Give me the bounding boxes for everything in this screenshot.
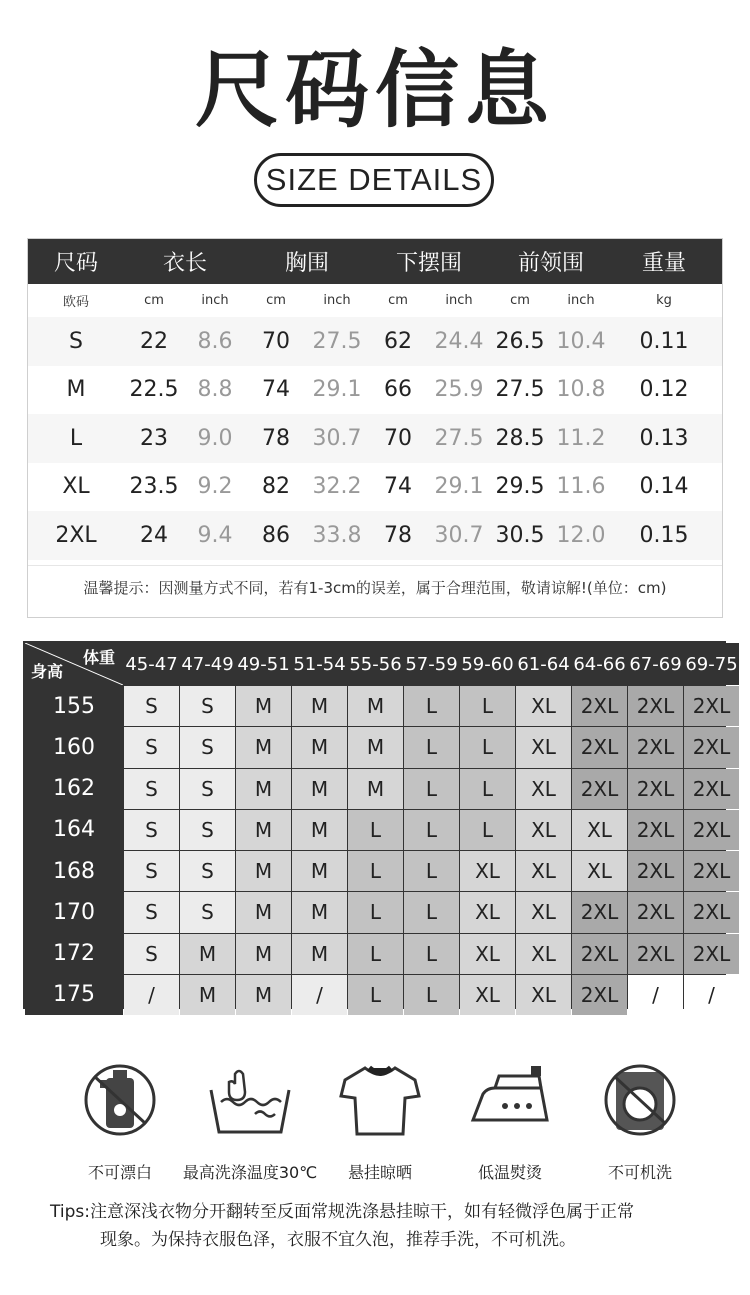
size-cell: L xyxy=(404,892,459,932)
size-cell: M xyxy=(236,810,291,850)
height-header: 170 xyxy=(25,892,123,932)
height-header: 168 xyxy=(25,851,123,891)
size-cell: M xyxy=(180,934,235,974)
weight-header: 51-54 xyxy=(292,643,347,685)
size-cell: L xyxy=(404,851,459,891)
wash-30-icon xyxy=(205,1060,295,1140)
cell-length-cm: 22 xyxy=(140,328,168,354)
size-cell: 2XL xyxy=(572,975,627,1015)
no-machine-wash-icon xyxy=(595,1060,685,1140)
cell-size: L xyxy=(69,425,83,451)
size-table-body xyxy=(28,317,722,560)
size-cell: XL xyxy=(572,851,627,891)
size-cell: M xyxy=(292,934,347,974)
size-cell: XL xyxy=(460,975,515,1015)
size-cell: M xyxy=(236,686,291,726)
cell-collar-inch: 12.0 xyxy=(556,522,606,548)
size-cell: XL xyxy=(516,975,571,1015)
care-item xyxy=(575,1060,705,1190)
cell-hem-inch: 29.1 xyxy=(434,474,484,500)
size-cell: S xyxy=(124,686,179,726)
size-cell: 2XL xyxy=(572,727,627,767)
tips-line-1: Tips:注意深浅衣物分开翻转至反面常规洗涤悬挂晾干，如有轻微浮色属于正常 xyxy=(50,1202,634,1222)
size-cell: S xyxy=(180,892,235,932)
size-cell: 2XL xyxy=(684,727,739,767)
size-cell: M xyxy=(180,975,235,1015)
size-cell: / xyxy=(124,975,179,1015)
care-label: 不可机洗 xyxy=(607,1163,672,1182)
size-cell: S xyxy=(124,892,179,932)
size-cell: XL xyxy=(516,769,571,809)
size-cell: M xyxy=(348,769,403,809)
size-cell: L xyxy=(404,810,459,850)
care-instructions xyxy=(55,1060,705,1190)
table-row xyxy=(28,414,722,463)
size-cell: S xyxy=(180,810,235,850)
size-recommendation-grid xyxy=(23,641,738,1009)
cell-length-inch: 9.4 xyxy=(197,522,233,548)
size-cell: S xyxy=(180,769,235,809)
size-cell: M xyxy=(236,975,291,1015)
size-cell: / xyxy=(292,975,347,1015)
size-cell: 2XL xyxy=(684,810,739,850)
size-cell: / xyxy=(684,975,739,1015)
size-cell: XL xyxy=(516,934,571,974)
corner-height-label: 身高 xyxy=(31,662,64,681)
size-cell: S xyxy=(124,934,179,974)
weight-header: 47-49 xyxy=(180,643,235,685)
cell-chest-inch: 32.2 xyxy=(312,474,362,500)
cell-chest-cm: 74 xyxy=(262,377,290,403)
no-bleach-icon xyxy=(75,1060,165,1140)
cell-collar-cm: 26.5 xyxy=(495,328,545,354)
unit-inch: inch xyxy=(323,293,351,308)
cell-collar-inch: 10.8 xyxy=(556,377,606,403)
height-header: 162 xyxy=(25,769,123,809)
cell-length-inch: 9.0 xyxy=(197,425,233,451)
size-cell: M xyxy=(292,851,347,891)
size-cell: S xyxy=(124,810,179,850)
cell-weight: 0.15 xyxy=(639,522,689,548)
cell-chest-inch: 29.1 xyxy=(312,377,362,403)
cell-length-inch: 9.2 xyxy=(197,474,233,500)
size-cell: 2XL xyxy=(684,934,739,974)
cell-weight: 0.14 xyxy=(639,474,689,500)
size-cell: M xyxy=(348,727,403,767)
cell-hem-cm: 66 xyxy=(384,377,412,403)
cell-collar-cm: 29.5 xyxy=(495,474,545,500)
header-chest: 胸围 xyxy=(284,251,329,276)
cell-size: XL xyxy=(62,474,90,500)
unit-cm: cm xyxy=(510,293,530,308)
size-cell: 2XL xyxy=(572,769,627,809)
unit-inch: inch xyxy=(201,293,229,308)
size-table xyxy=(27,238,723,618)
size-cell: 2XL xyxy=(628,851,683,891)
size-cell: L xyxy=(460,686,515,726)
header-weight: 重量 xyxy=(641,251,686,276)
care-label: 悬挂晾晒 xyxy=(347,1163,412,1182)
height-header: 172 xyxy=(25,934,123,974)
unit-cm: cm xyxy=(144,293,164,308)
size-cell: M xyxy=(236,892,291,932)
size-cell: 2XL xyxy=(628,934,683,974)
size-cell: M xyxy=(292,727,347,767)
size-cell: XL xyxy=(516,727,571,767)
height-header: 164 xyxy=(25,810,123,850)
care-tips xyxy=(50,1198,720,1254)
unit-inch: inch xyxy=(445,293,473,308)
size-cell: 2XL xyxy=(628,769,683,809)
size-cell: / xyxy=(628,975,683,1015)
header-length: 衣长 xyxy=(162,251,207,276)
height-header: 175 xyxy=(25,975,123,1015)
weight-header: 61-64 xyxy=(516,643,571,685)
size-cell: L xyxy=(348,892,403,932)
size-cell: S xyxy=(124,851,179,891)
weight-header: 69-75 xyxy=(684,643,739,685)
size-cell: L xyxy=(404,769,459,809)
grid-corner xyxy=(25,643,123,685)
size-cell: XL xyxy=(460,892,515,932)
cell-length-cm: 23.5 xyxy=(129,474,179,500)
size-cell: 2XL xyxy=(572,892,627,932)
size-cell: XL xyxy=(516,851,571,891)
cell-collar-inch: 11.6 xyxy=(556,474,606,500)
care-label: 最高洗涤温度30℃ xyxy=(182,1163,318,1182)
weight-header: 57-59 xyxy=(404,643,459,685)
table-row xyxy=(28,317,722,366)
size-cell: XL xyxy=(460,851,515,891)
size-cell: L xyxy=(460,810,515,850)
cell-length-cm: 23 xyxy=(140,425,168,451)
size-cell: L xyxy=(404,727,459,767)
header-size: 尺码 xyxy=(53,251,98,276)
size-cell: S xyxy=(180,727,235,767)
cell-hem-inch: 27.5 xyxy=(434,425,484,451)
cell-collar-inch: 11.2 xyxy=(556,425,606,451)
size-cell: 2XL xyxy=(628,892,683,932)
cell-chest-cm: 70 xyxy=(262,328,290,354)
size-cell: M xyxy=(292,686,347,726)
height-header: 155 xyxy=(25,686,123,726)
size-table-header xyxy=(28,239,722,284)
page-title: 尺码信息 xyxy=(194,41,555,139)
table-row xyxy=(28,366,722,415)
cell-collar-cm: 28.5 xyxy=(495,425,545,451)
unit-cm: cm xyxy=(266,293,286,308)
size-cell: 2XL xyxy=(628,686,683,726)
table-row xyxy=(28,463,722,512)
cell-weight: 0.11 xyxy=(639,328,689,354)
cell-chest-inch: 27.5 xyxy=(312,328,362,354)
cell-chest-cm: 82 xyxy=(262,474,290,500)
size-cell: 2XL xyxy=(628,727,683,767)
care-item xyxy=(55,1060,185,1190)
corner-weight-label: 体重 xyxy=(82,648,115,667)
unit-cm: cm xyxy=(388,293,408,308)
size-cell: M xyxy=(236,851,291,891)
cell-length-cm: 24 xyxy=(140,522,168,548)
cell-collar-cm: 27.5 xyxy=(495,377,545,403)
weight-header: 55-56 xyxy=(348,643,403,685)
size-cell: L xyxy=(348,810,403,850)
header-hem: 下摆围 xyxy=(395,251,462,276)
measurement-note: 温馨提示：因测量方式不同，若有1-3cm的误差，属于合理范围，敬请谅解!(单位：cm) xyxy=(28,565,722,609)
cell-length-cm: 22.5 xyxy=(129,377,179,403)
care-item xyxy=(315,1060,445,1190)
care-item xyxy=(445,1060,575,1190)
size-cell: S xyxy=(124,769,179,809)
cell-collar-cm: 30.5 xyxy=(495,522,545,548)
cell-length-inch: 8.8 xyxy=(197,377,233,403)
table-row xyxy=(28,511,722,560)
cell-hem-cm: 78 xyxy=(384,522,412,548)
cell-hem-cm: 74 xyxy=(384,474,412,500)
size-cell: 2XL xyxy=(572,686,627,726)
cell-collar-inch: 10.4 xyxy=(556,328,606,354)
size-cell: L xyxy=(460,769,515,809)
cell-hem-cm: 62 xyxy=(384,328,412,354)
cell-hem-inch: 30.7 xyxy=(434,522,484,548)
weight-header: 49-51 xyxy=(236,643,291,685)
size-cell: L xyxy=(348,975,403,1015)
height-header: 160 xyxy=(25,727,123,767)
size-cell: 2XL xyxy=(684,769,739,809)
size-cell: M xyxy=(236,727,291,767)
weight-header: 45-47 xyxy=(124,643,179,685)
subtitle-badge xyxy=(254,153,494,207)
cell-chest-cm: 86 xyxy=(262,522,290,548)
size-cell: 2XL xyxy=(572,934,627,974)
size-cell: M xyxy=(292,892,347,932)
size-cell: M xyxy=(292,769,347,809)
size-cell: S xyxy=(180,686,235,726)
care-item xyxy=(182,1060,318,1190)
size-cell: M xyxy=(236,934,291,974)
hang-dry-icon xyxy=(335,1060,425,1140)
size-cell: XL xyxy=(572,810,627,850)
size-cell: L xyxy=(348,934,403,974)
unit-eu: 欧码 xyxy=(62,295,89,310)
low-iron-icon xyxy=(465,1060,555,1140)
size-cell: M xyxy=(236,769,291,809)
size-cell: L xyxy=(348,851,403,891)
weight-header: 59-60 xyxy=(460,643,515,685)
size-cell: XL xyxy=(516,810,571,850)
size-cell: L xyxy=(404,975,459,1015)
tips-line-2: 现象。为保持衣服色泽，衣服不宜久泡，推荐手洗，不可机洗。 xyxy=(100,1230,576,1250)
unit-kg: kg xyxy=(656,293,672,308)
cell-size: M xyxy=(66,377,86,403)
weight-header: 67-69 xyxy=(628,643,683,685)
care-label: 低温熨烫 xyxy=(477,1163,542,1182)
size-cell: 2XL xyxy=(684,686,739,726)
size-cell: S xyxy=(124,727,179,767)
header-collar: 前领围 xyxy=(517,251,584,276)
cell-weight: 0.13 xyxy=(639,425,689,451)
subtitle-text: SIZE DETAILS xyxy=(265,162,483,197)
size-cell: L xyxy=(460,727,515,767)
size-cell: XL xyxy=(516,892,571,932)
size-cell: L xyxy=(404,686,459,726)
cell-size: S xyxy=(69,328,83,354)
size-table-units xyxy=(28,284,722,317)
size-cell: M xyxy=(348,686,403,726)
cell-length-inch: 8.6 xyxy=(197,328,233,354)
size-cell: XL xyxy=(460,934,515,974)
size-cell: M xyxy=(292,810,347,850)
size-cell: L xyxy=(404,934,459,974)
cell-weight: 0.12 xyxy=(639,377,689,403)
size-cell: 2XL xyxy=(684,892,739,932)
unit-inch: inch xyxy=(567,293,595,308)
cell-hem-cm: 70 xyxy=(384,425,412,451)
cell-chest-inch: 30.7 xyxy=(312,425,362,451)
cell-size: 2XL xyxy=(55,522,97,548)
size-cell: 2XL xyxy=(684,851,739,891)
cell-chest-inch: 33.8 xyxy=(312,522,362,548)
cell-hem-inch: 24.4 xyxy=(434,328,484,354)
care-label: 不可漂白 xyxy=(87,1163,152,1182)
cell-chest-cm: 78 xyxy=(262,425,290,451)
weight-header: 64-66 xyxy=(572,643,627,685)
size-cell: XL xyxy=(516,686,571,726)
size-cell: S xyxy=(180,851,235,891)
cell-hem-inch: 25.9 xyxy=(434,377,484,403)
size-cell: 2XL xyxy=(628,810,683,850)
